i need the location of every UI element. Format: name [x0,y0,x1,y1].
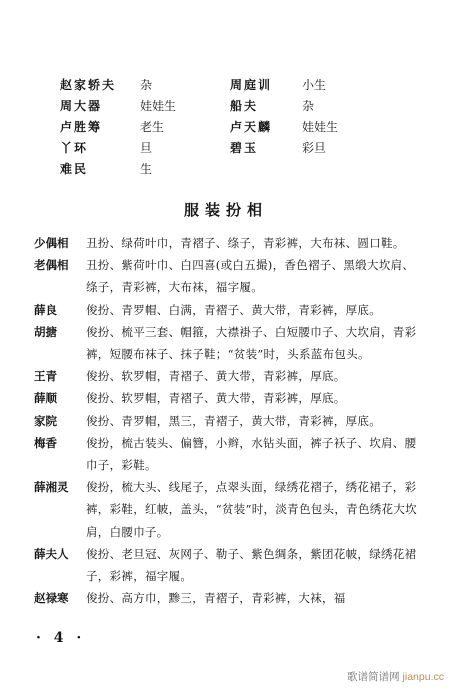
costume-entry [34,432,424,476]
cast-name: 丫环 [60,141,89,155]
watermark-site: 歌谱简谱网 [347,671,400,683]
costume-description: 俊扮、老旦冠、灰网子、勒子、紫色绸条，紫团花帔，绿绣花裙子，彩裤，福字履。 [86,546,417,584]
character-name: 薛湘灵 [34,480,69,495]
cast-role: 小生 [302,78,327,92]
cast-row [60,160,430,180]
cast-role: 生 [140,162,153,176]
costume-description: 丑扮、绿荷叶巾，青褶子、绦子，青彩裤，大布袜、圆口鞋。 [86,236,405,250]
character-name: 梅香 [34,435,57,450]
cast-role: 杂 [302,99,315,113]
cast-name: 赵家轿夫 [60,78,117,92]
watermark [347,669,444,684]
section-title: 服装扮相 [183,201,268,219]
costume-entry [34,254,424,298]
watermark-url: jianpu.cc [402,671,444,683]
costume-description: 丑扮、紫荷叶巾、白四喜(或白五撮)，香色褶子、黑缎大坎肩、绦子，青彩裤，大布袜，福字履。 [86,258,415,295]
character-name: 老偶相 [34,258,69,273]
cast-role: 杂 [140,78,153,92]
costume-entry [34,321,424,365]
cast-role: 旦 [140,141,153,155]
cast-row [60,97,430,117]
costume-entry [34,387,424,409]
costume-description: 俊扮、梳平三套、帽箍，大襟褂子、白短腰巾子、大坎肩，青彩裤，短腰布袜子、抹子鞋；“贫装”时，头系蓝布包头。 [86,324,417,362]
costume-description: 俊扮，梳大头、线尾子，点翠头面，绿绣花褶子，绣花裙子，彩裤，彩鞋，红帔，盖头，“贫装”时，淡青色包头，青色绣花大坎肩，白腰巾子。 [86,480,417,539]
character-name: 胡搪 [34,324,57,339]
cast-row [60,76,430,96]
costume-description: 俊扮，梳古装头、偏簪，小辫，水钻头面，裤子袄子、坎肩、腰巾子，彩鞋。 [86,435,417,473]
character-name: 家院 [34,413,57,428]
character-name: 薛夫人 [34,546,69,561]
costume-description: 俊扮、青罗帽，黑三，青褶子，黄大带，青彩裤，厚底。 [86,413,381,428]
character-name: 薛顺 [34,391,57,406]
cast-role: 老生 [140,120,165,134]
cast-name: 难民 [60,162,89,176]
cast-name: 卢胜筹 [60,120,103,134]
cast-name: 周大器 [60,99,103,113]
costume-entry [34,232,424,254]
cast-role: 彩旦 [302,141,327,155]
costume-description: 俊扮、软罗帽，青褶子、黄大带，青彩裤，厚底。 [86,369,346,384]
cast-role: 娃娃生 [302,120,339,134]
costume-list [34,232,424,609]
costume-description: 俊扮、软罗帽，青褶子、黄大带，青彩裤，厚底。 [86,391,346,406]
character-name: 薛良 [34,302,57,317]
costume-entry [34,543,424,587]
costume-description: 俊扮、青罗帽、白满，青褶子、黄大带，青彩裤，厚底。 [86,302,381,317]
cast-row [60,139,430,159]
costume-entry [34,299,424,321]
cast-role: 娃娃生 [140,99,177,113]
costume-description: 俊扮、高方巾，黪三，青褶子，青彩裤，大袜，福 [86,591,346,606]
costume-entry [34,476,424,543]
character-name: 赵禄寒 [34,591,69,606]
character-name: 王青 [34,369,57,384]
page-number: · 4 · [36,630,86,646]
character-name: 少偶相 [34,236,69,250]
cast-row [60,118,430,138]
costume-entry [34,410,424,432]
cast-name: 周庭训 [230,78,273,92]
costume-entry [34,587,424,609]
costume-entry [34,365,424,387]
cast-name: 碧玉 [230,141,259,155]
cast-name: 船夫 [230,99,259,113]
cast-name: 卢天麟 [230,120,273,134]
